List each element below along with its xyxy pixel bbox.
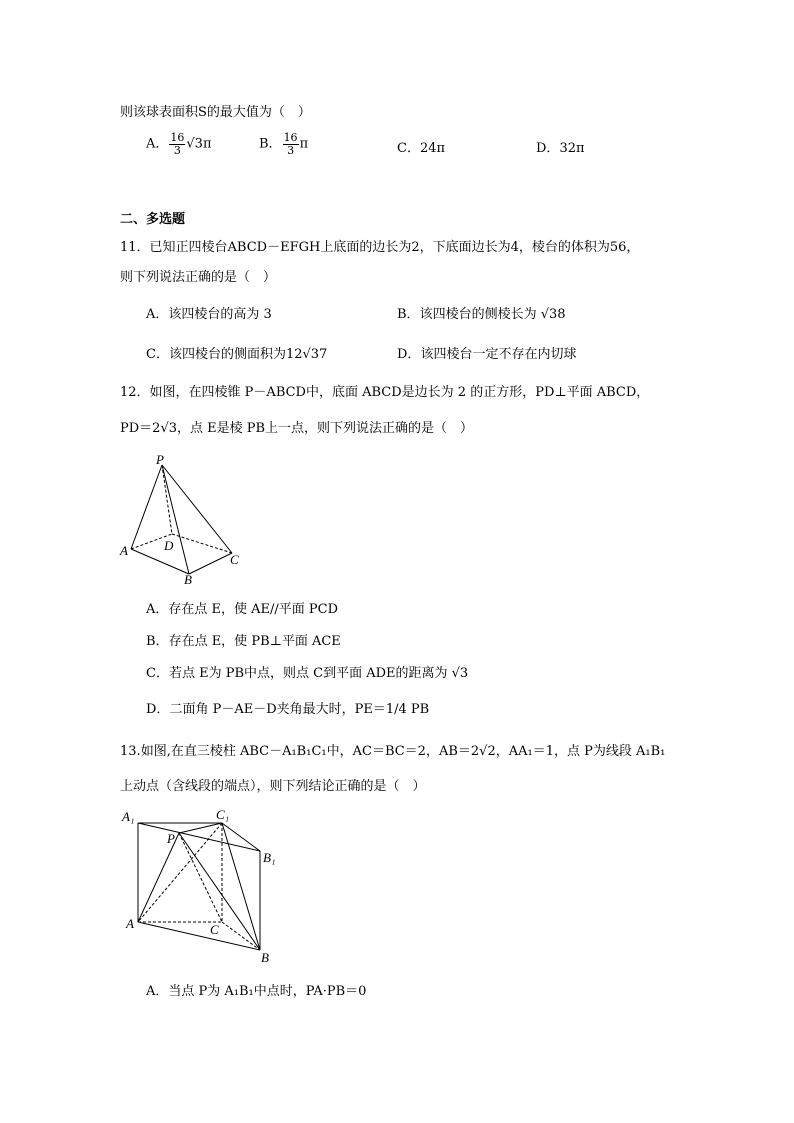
q12-option-b[interactable]: B．存在点 E，使 PB⊥平面 ACE — [146, 634, 341, 649]
q13-option-a[interactable]: A．当点 P为 A₁B₁中点时，PA·PB＝0 — [146, 984, 367, 999]
label-b: B — [184, 572, 192, 587]
question-text: 如图，在四棱锥 P－ABCD中，底面 ABCD是边长为 2 的正方形，PD⊥平面 ABCD， — [149, 385, 650, 400]
label-p: P — [156, 452, 164, 467]
q12-option-a[interactable]: A．存在点 E，使 AE//平面 PCD — [146, 602, 339, 617]
option-text: 32π — [559, 141, 585, 156]
q13-prism-figure — [118, 806, 283, 968]
question-number: 12． — [120, 385, 150, 400]
fraction: $\frac{16}{3}$ — [283, 131, 298, 157]
question-text: 如图,在直三棱柱 ABC－A₁B₁C₁中，AC＝BC＝2，AB＝2√2，AA₁＝1，点 P为线段 A₁B₁ — [140, 744, 666, 759]
label-a: A — [126, 916, 134, 931]
option-letter: B． — [259, 136, 282, 152]
question-number: 13. — [120, 744, 141, 759]
q12-pyramid-figure — [118, 452, 248, 588]
fraction: $\frac{16}{3}$ — [170, 131, 185, 157]
option-letter: D． — [536, 141, 560, 156]
option-rest: √3π — [186, 136, 212, 152]
q12-option-c[interactable]: C．若点 E为 PB中点，则点 C到平面 ADE的距离为 √3 — [146, 666, 469, 681]
option-letter: A． — [146, 136, 169, 152]
q11-option-a[interactable]: A．该四棱台的高为 3 — [146, 307, 272, 322]
q10-stem-tail: 则该球表面积S的最大值为（ ） — [120, 105, 311, 120]
q12-line1 — [120, 386, 649, 399]
label-c1: C₁ — [216, 807, 230, 822]
section-title: 二、多选题 — [120, 212, 186, 227]
q11-line1 — [120, 241, 639, 254]
label-b1: B₁ — [263, 850, 276, 865]
label-c: C — [230, 552, 239, 567]
q13-line2: 上动点（含线段的端点），则下列结论正确的是（ ） — [120, 779, 426, 794]
question-number: 11． — [120, 240, 150, 255]
label-p: P — [167, 831, 175, 846]
q10-option-a[interactable] — [146, 132, 212, 156]
option-rest: π — [299, 136, 309, 152]
label-a1: A₁ — [122, 809, 135, 824]
label-b: B — [261, 950, 269, 965]
q10-option-c[interactable] — [397, 142, 445, 155]
q10-option-b[interactable] — [259, 132, 308, 156]
label-a: A — [120, 543, 128, 558]
q11-option-d[interactable]: D．该四棱台一定不存在内切球 — [397, 347, 577, 362]
q12-option-d[interactable]: D．二面角 P－AE－D夹角最大时，PE＝1/4 PB — [146, 702, 430, 717]
q13-line1 — [120, 745, 665, 758]
option-letter: C． — [397, 141, 420, 156]
option-text: 24π — [419, 141, 446, 156]
q12-line2: PD＝2√3，点 E是棱 PB上一点，则下列说法正确的是（ ） — [120, 421, 474, 436]
label-c: C — [210, 922, 219, 937]
q11-option-b[interactable]: B．该四棱台的侧棱长为 √38 — [397, 307, 566, 322]
label-d: D — [164, 538, 174, 553]
q11-line2: 则下列说法正确的是（ ） — [120, 270, 277, 285]
q11-option-c[interactable]: C．该四棱台的侧面积为12√37 — [146, 347, 328, 362]
question-text: 已知正四棱台ABCD－EFGH上底面的边长为2，下底面边长为4，棱台的体积为56， — [149, 240, 640, 255]
q10-option-d[interactable] — [536, 142, 585, 155]
